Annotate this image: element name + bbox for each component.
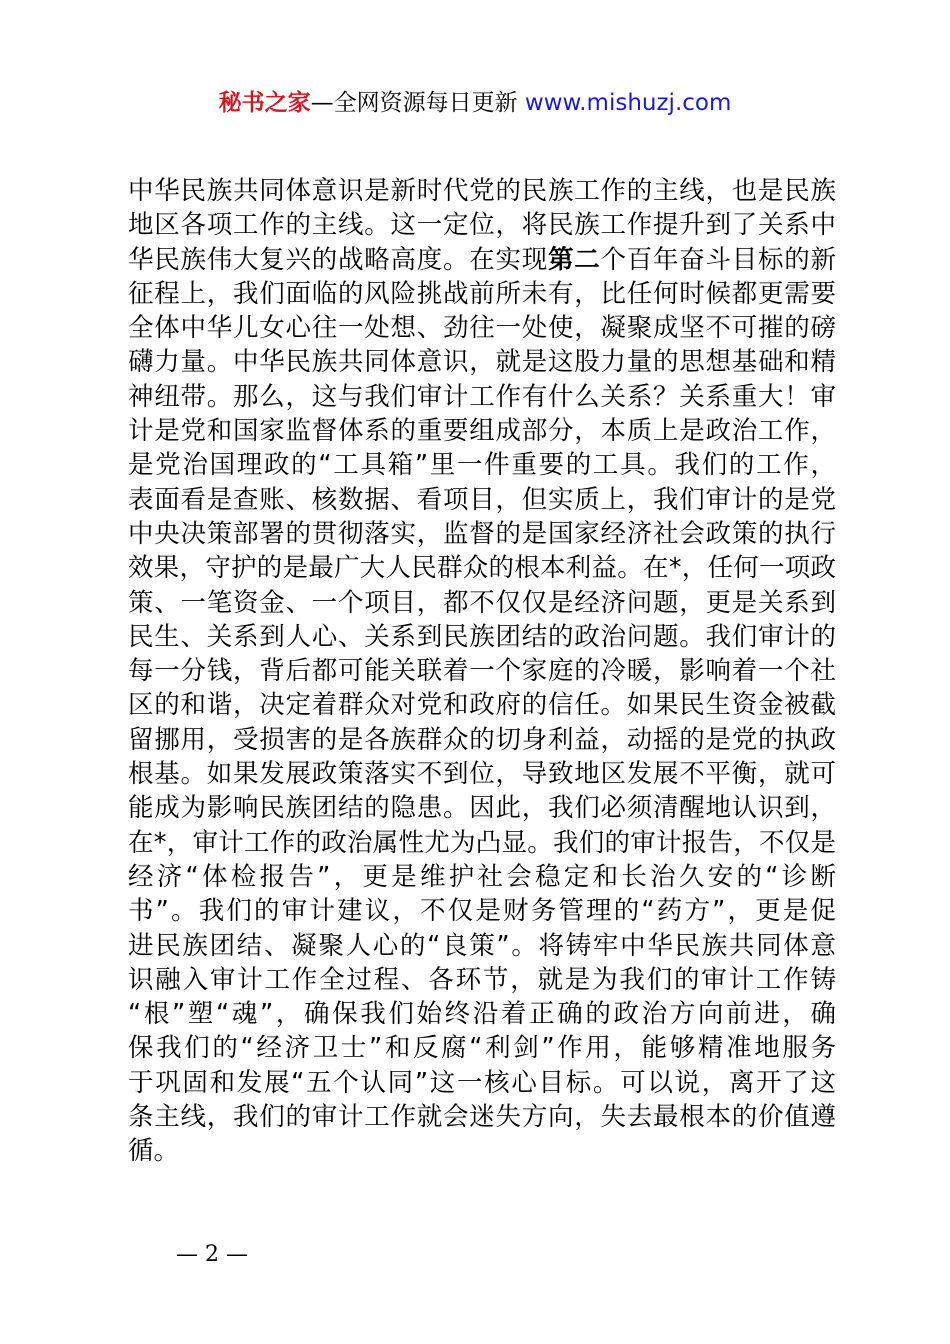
- line-text: 地区各项工作的主线。这一定位，将民族工作提升到了关系中: [128, 210, 836, 241]
- line-text: 能成为影响民族团结的隐患。因此，我们必须清醒地认识到，: [128, 793, 836, 824]
- line-text: 礴力量。中华民族共同体意识，就是这股力量的思想基础和精: [128, 347, 836, 378]
- paragraph-line: [128, 586, 836, 620]
- line-text: 条主线，我们的审计工作就会迷失方向，失去最根本的价值遵: [128, 1102, 836, 1133]
- paragraph-line: [128, 448, 836, 482]
- header-slogan: —全网资源每日更新: [310, 90, 525, 116]
- paragraph-line: [128, 1134, 836, 1168]
- page-number: — 2 —: [176, 1242, 248, 1267]
- line-text: 中央决策部署的贯彻落实，监督的是国家经济社会政策的执行: [128, 518, 836, 549]
- paragraph-line: [128, 517, 836, 551]
- paragraph-line: [128, 174, 836, 208]
- line-text: 全体中华儿女心往一处想、劲往一处使，凝聚成坚不可摧的磅: [128, 313, 836, 344]
- paragraph-line: [128, 929, 836, 963]
- paragraph-line: [128, 277, 836, 311]
- paragraph-line: [128, 311, 836, 345]
- paragraph-line: [128, 757, 836, 791]
- paragraph-line: [128, 997, 836, 1031]
- paragraph-line: [128, 1066, 836, 1100]
- line-text: 中华民族共同体意识是新时代党的民族工作的主线，也是民族: [128, 176, 836, 206]
- paragraph-line: [128, 860, 836, 894]
- line-text: 效果，守护的是最广大人民群众的根本利益。在*，任何一项政: [128, 553, 836, 584]
- line-text: 区的和谐，决定着群众对党和政府的信任。如果民生资金被截: [128, 690, 836, 721]
- emphasized-text: 第二: [547, 244, 601, 275]
- line-text: 表面看是查账、核数据、看项目，但实质上，我们审计的是党: [128, 484, 836, 515]
- line-text: 华民族伟大复兴的战略高度。在实现: [128, 244, 548, 275]
- brand-name: 秘书之家: [218, 90, 311, 116]
- paragraph-line: [128, 345, 836, 379]
- line-text: 每一分钱，背后都可能关联着一个家庭的冷暖，影响着一个社: [128, 656, 836, 687]
- site-header: [0, 86, 950, 120]
- line-text: 识融入审计工作全过程、各环节，就是为我们的审计工作铸: [128, 964, 836, 995]
- site-url-link[interactable]: www.mishuzj.com: [524, 90, 732, 116]
- line-text: 进民族团结、凝聚人心的“良策”。将铸牢中华民族共同体意: [128, 930, 836, 961]
- paragraph-line: [128, 414, 836, 448]
- line-text: 在*，审计工作的政治属性尤为凸显。我们的审计报告，不仅是: [128, 827, 836, 858]
- line-text: 神纽带。那么，这与我们审计工作有什么关系？关系重大！审: [128, 381, 836, 412]
- paragraph-line: [128, 243, 836, 277]
- line-text: 个百年奋斗目标的新: [600, 244, 836, 275]
- line-text: “根”塑“魂”，确保我们始终沿着正确的政治方向前进，确: [128, 999, 836, 1030]
- line-text: 循。: [128, 1136, 180, 1167]
- line-text: 保我们的“经济卫士”和反腐“利剑”作用，能够精准地服务: [128, 1033, 836, 1064]
- paragraph-line: [128, 826, 836, 860]
- line-text: 计是党和国家监督体系的重要组成部分，本质上是政治工作，: [128, 416, 836, 447]
- paragraph-line: [128, 483, 836, 517]
- line-text: 留挪用，受损害的是各族群众的切身利益，动摇的是党的执政: [128, 724, 836, 755]
- paragraph-line: [128, 654, 836, 688]
- paragraph-line: [128, 1100, 836, 1134]
- line-text: 书”。我们的审计建议，不仅是财务管理的“药方”，更是促: [128, 896, 836, 927]
- paragraph-line: [128, 791, 836, 825]
- line-text: 民生、关系到人心、关系到民族团结的政治问题。我们审计的: [128, 621, 836, 652]
- line-text: 于巩固和发展“五个认同”这一核心目标。可以说，离开了这: [128, 1067, 836, 1098]
- line-text: 策、一笔资金、一个项目，都不仅仅是经济问题，更是关系到: [128, 587, 836, 618]
- line-text: 根基。如果发展政策落实不到位，导致地区发展不平衡，就可: [128, 759, 836, 790]
- paragraph-line: [128, 723, 836, 757]
- paragraph-line: [128, 963, 836, 997]
- body-paragraph: [128, 174, 836, 1169]
- paragraph-line: [128, 380, 836, 414]
- paragraph-line: [128, 688, 836, 722]
- paragraph-line: [128, 551, 836, 585]
- line-text: 是党治国理政的“工具箱”里一件重要的工具。我们的工作，: [128, 450, 836, 481]
- line-text: 经济“体检报告”，更是维护社会稳定和长治久安的“诊断: [128, 861, 836, 892]
- line-text: 征程上，我们面临的风险挑战前所未有，比任何时候都更需要: [128, 278, 836, 309]
- paragraph-line: [128, 620, 836, 654]
- paragraph-line: [128, 1031, 836, 1065]
- paragraph-line: [128, 208, 836, 242]
- paragraph-line: [128, 894, 836, 928]
